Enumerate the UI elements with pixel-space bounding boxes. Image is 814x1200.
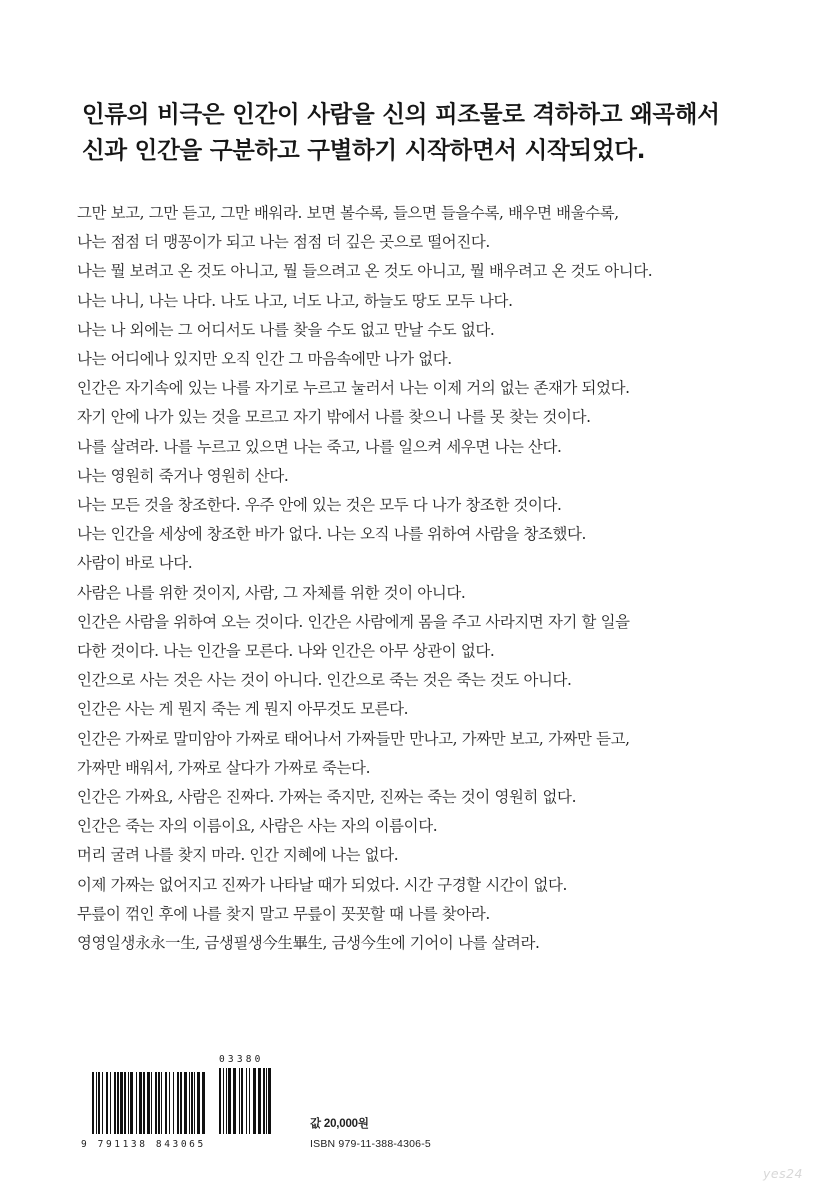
barcode-bar [194, 1072, 195, 1134]
barcode-bar [98, 1072, 100, 1134]
barcode-bar [226, 1068, 227, 1134]
body-line: 다한 것이다. 나는 인간을 모른다. 나와 인간은 아무 상관이 없다. [77, 642, 495, 661]
price-label: 값 20,000원 [310, 1118, 369, 1130]
barcode-bar [197, 1072, 200, 1134]
body-line: 사람이 바로 나다. [77, 554, 193, 573]
body-line: 머리 굴려 나를 찾지 마라. 인간 지혜에 나는 없다. [77, 846, 399, 865]
barcode-bar [180, 1072, 182, 1134]
price-block [310, 1115, 431, 1150]
barcode-bar [147, 1072, 150, 1134]
barcode-bar [158, 1072, 160, 1134]
barcode-bar [136, 1072, 137, 1134]
body-line: 나는 영원히 죽거나 영원히 산다. [77, 466, 289, 485]
body-line: 인간은 사람을 위하여 오는 것이다. 인간은 사람에게 몸을 주고 사라지면 자기 할 일을 [77, 612, 630, 631]
barcode-bar [258, 1068, 261, 1134]
barcode-bar [165, 1072, 167, 1134]
barcode-bar [173, 1072, 174, 1134]
barcode-bar [228, 1068, 231, 1134]
barcode-bar [130, 1072, 133, 1134]
barcode-bar [263, 1068, 265, 1134]
barcode-bar [102, 1072, 103, 1134]
barcode-bar [110, 1072, 111, 1134]
body-text [77, 199, 777, 958]
barcode-bar [246, 1068, 247, 1134]
barcode-bars [78, 1054, 298, 1138]
body-line: 가짜만 배워서, 가짜로 살다가 가짜로 죽는다. [77, 758, 371, 777]
isbn-barcode [78, 1054, 298, 1164]
barcode-bar [139, 1072, 142, 1134]
body-line: 나는 뭘 보려고 온 것도 아니고, 뭘 들으려고 온 것도 아니고, 뭘 배우려고 온 것도 아니다. [77, 262, 653, 281]
barcode-bar [155, 1072, 157, 1134]
barcode-bar [169, 1072, 170, 1134]
body-line: 사람은 나를 위한 것이지, 사람, 그 자체를 위한 것이 아니다. [77, 583, 466, 602]
barcode-bar [239, 1068, 240, 1134]
barcode-bar [253, 1068, 256, 1134]
body-line: 나는 모든 것을 창조한다. 우주 안에 있는 것은 모두 다 나가 창조한 것이다. [77, 496, 562, 515]
body-line: 인간은 죽는 자의 이름이요, 사람은 사는 자의 이름이다. [77, 817, 438, 836]
barcode-digits: 9 791138 843065 [81, 1139, 206, 1150]
body-line: 이제 가짜는 없어지고 진짜가 나타날 때가 되었다. 시간 구경할 시간이 없다. [77, 875, 568, 894]
body-line: 인간으로 사는 것은 사는 것이 아니다. 인간으로 죽는 것은 죽는 것도 아니다. [77, 671, 572, 690]
barcode-bar [189, 1072, 190, 1134]
barcode-bar [233, 1068, 236, 1134]
barcode-bar [151, 1072, 152, 1134]
barcode-bar [128, 1072, 129, 1134]
barcode-bar [191, 1072, 193, 1134]
headline-line-1: 인류의 비극은 인간이 사람을 신의 피조물로 격하하고 왜곡해서 [82, 100, 720, 128]
barcode-bar [184, 1072, 187, 1134]
isbn-label: ISBN 979-11-388-4306-5 [310, 1138, 431, 1150]
barcode-bar [120, 1072, 123, 1134]
body-line: 인간은 가짜요, 사람은 진짜다. 가짜는 죽지만, 진짜는 죽는 것이 영원히 없다. [77, 788, 577, 807]
body-line: 인간은 자기속에 있는 나를 자기로 누르고 눌러서 나는 이제 거의 없는 존재가 되었다. [77, 379, 630, 398]
barcode-bar [266, 1068, 267, 1134]
barcode-bar [92, 1072, 94, 1134]
body-line: 자기 안에 나가 있는 것을 모르고 자기 밖에서 나를 찾으니 나를 못 찾는 것이다. [77, 408, 591, 427]
body-line: 나는 나 외에는 그 어디서도 나를 찾을 수도 없고 만날 수도 없다. [77, 320, 495, 339]
barcode-bar [177, 1072, 179, 1134]
barcode-bar [249, 1068, 250, 1134]
barcode-bar [106, 1072, 108, 1134]
body-line: 나는 나니, 나는 나다. 나도 나고, 너도 나고, 하늘도 땅도 모두 나다. [77, 291, 513, 310]
barcode-bar [114, 1072, 116, 1134]
body-line: 인간은 가짜로 말미암아 가짜로 태어나서 가짜들만 만나고, 가짜만 보고, 가짜만 듣고, [77, 729, 630, 748]
barcode-bar [241, 1068, 243, 1134]
body-line: 나는 어디에나 있지만 오직 인간 그 마음속에만 나가 없다. [77, 350, 452, 369]
body-line: 나는 점점 더 맹꽁이가 되고 나는 점점 더 깊은 곳으로 떨어진다. [77, 233, 490, 252]
barcode-bar [219, 1068, 221, 1134]
barcode-bar [96, 1072, 97, 1134]
barcode-bar [161, 1072, 162, 1134]
barcode-bar [268, 1068, 271, 1134]
barcode-bar [143, 1072, 145, 1134]
body-line: 인간은 사는 게 뭔지 죽는 게 뭔지 아무것도 모른다. [77, 700, 409, 719]
body-line: 영영일생永永一生, 금생필생今生畢生, 금생今生에 기어이 나를 살려라. [77, 934, 540, 953]
body-line: 나를 살려라. 나를 누르고 있으면 나는 죽고, 나를 일으켜 세우면 나는 산다. [77, 437, 562, 456]
addon-barcode-digits: 03380 [219, 1054, 264, 1065]
headline [82, 96, 782, 168]
body-line: 나는 인간을 세상에 창조한 바가 없다. 나는 오직 나를 위하여 사람을 창조했다. [77, 525, 587, 544]
body-line: 무릎이 꺾인 후에 나를 찾지 말고 무릎이 꼿꼿할 때 나를 찾아라. [77, 904, 490, 923]
barcode-bar [117, 1072, 119, 1134]
watermark-logo: yes24 [763, 1166, 804, 1181]
barcode-bar [124, 1072, 126, 1134]
barcode-bar [223, 1068, 224, 1134]
body-line: 그만 보고, 그만 듣고, 그만 배워라. 보면 볼수록, 들으면 들을수록, 배우면 배울수록, [77, 204, 619, 222]
barcode-bar [202, 1072, 205, 1134]
headline-line-2: 신과 인간을 구분하고 구별하기 시작하면서 시작되었다. [82, 136, 646, 164]
